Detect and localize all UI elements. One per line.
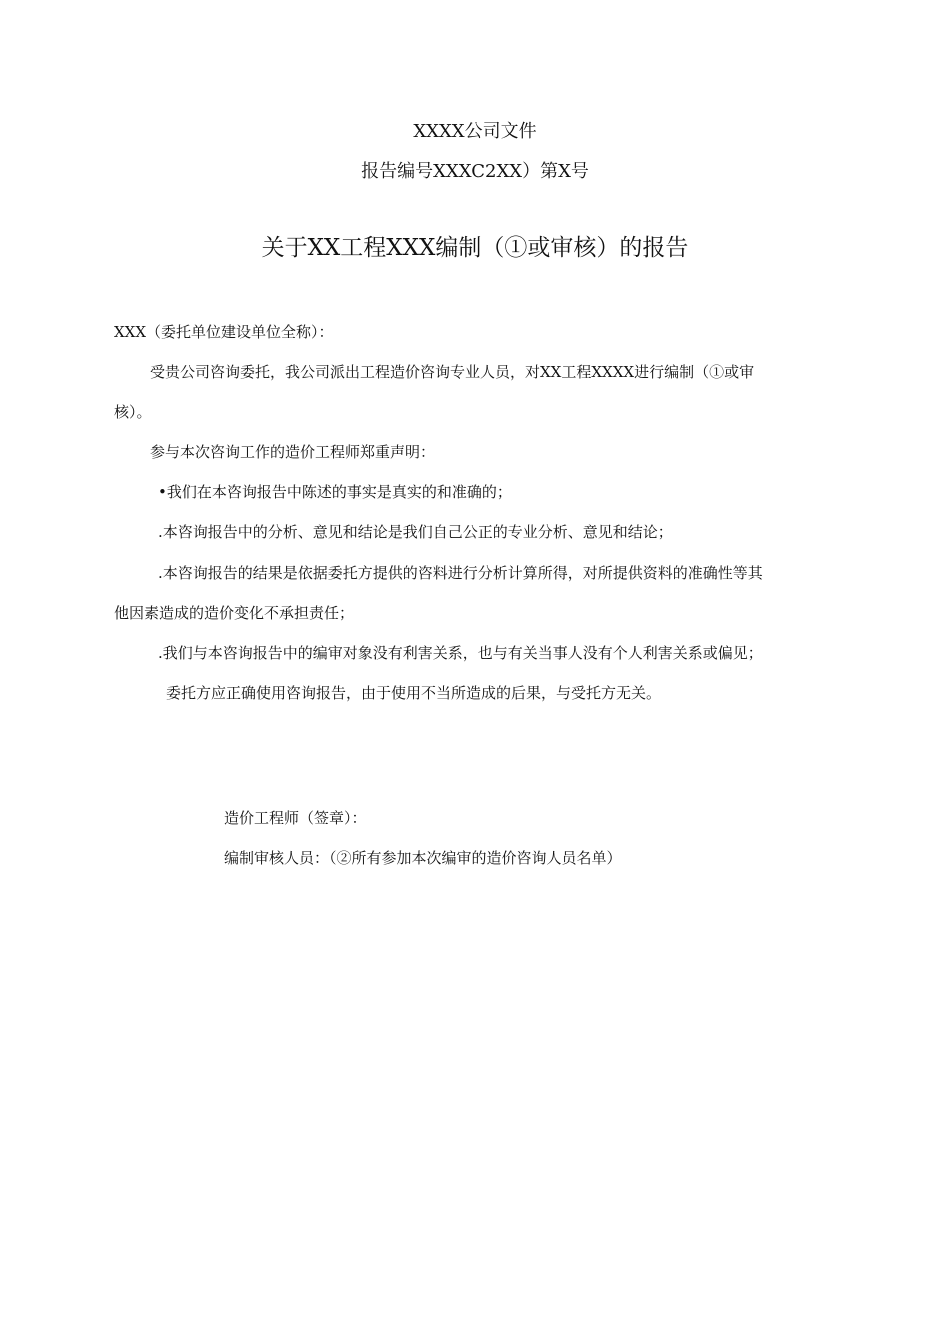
reviewers-label: 编制审核人员：（②所有参加本次编审的造价咨询人员名单）	[224, 849, 622, 867]
company-header: XXXX公司文件	[413, 121, 537, 142]
report-number: 报告编号XXXC2XX）第X号	[361, 161, 589, 182]
declaration-item-5: 委托方应正确使用咨询报告，由于使用不当所造成的后果，与受托方无关。	[166, 684, 662, 702]
paragraph-1-line-1: 受贵公司咨询委托，我公司派出工程造价咨询专业人员，对XX工程XXXX进行编制（①或审	[150, 363, 755, 381]
declaration-item-3-line-1: .本咨询报告的结果是依据委托方提供的咨料进行分析计算所得，对所提供资料的准确性等其	[158, 564, 763, 582]
declaration-item-2: .本咨询报告中的分析、意见和结论是我们自己公正的专业分析、意见和结论；	[158, 523, 673, 541]
salutation: XXX（委托单位建设单位全称）：	[114, 323, 334, 341]
declaration-item-1: •我们在本咨询报告中陈述的事实是真实的和准确的；	[158, 483, 512, 501]
report-title: 关于XX工程XXX编制（①或审核）的报告	[261, 235, 689, 261]
engineer-signature-label: 造价工程师（签章）：	[224, 809, 367, 827]
declaration-item-4: .我们与本咨询报告中的编审对象没有利害关系，也与有关当事人没有个人利害关系或偏见；	[158, 644, 763, 662]
declaration-intro: 参与本次咨询工作的造价工程师郑重声明：	[150, 443, 436, 461]
declaration-item-3-line-2: 他因素造成的造价变化不承担责任；	[114, 604, 355, 622]
paragraph-1-line-2: 核）。	[114, 403, 152, 421]
